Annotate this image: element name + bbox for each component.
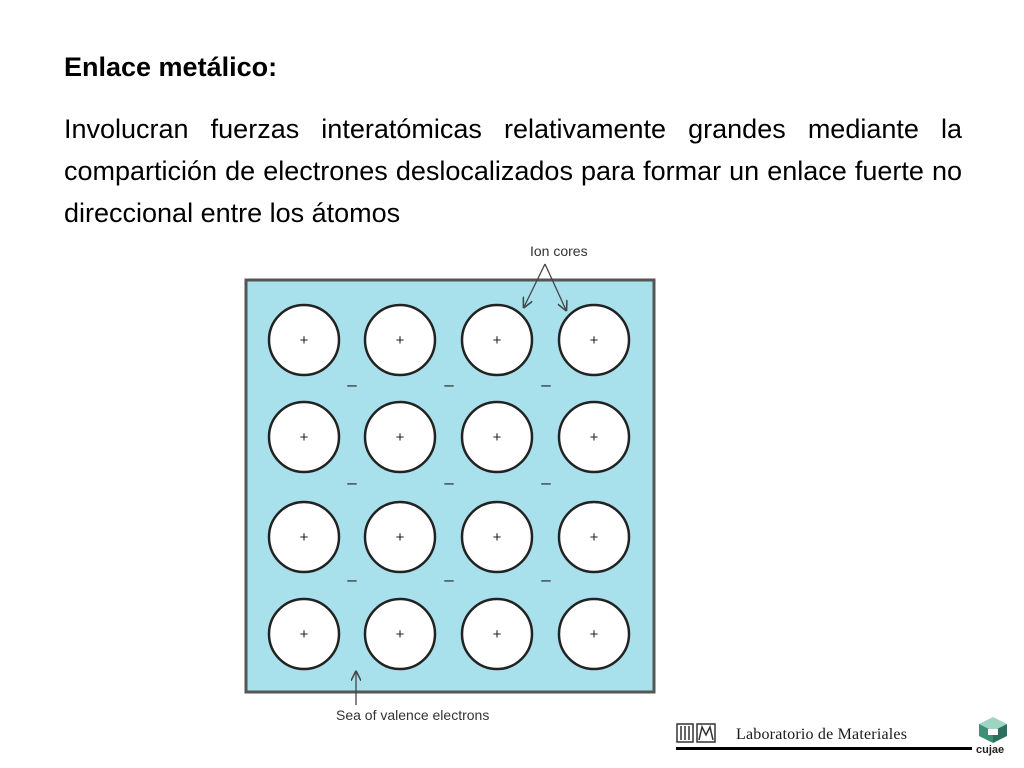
cujae-logo-icon	[976, 715, 1010, 745]
ion-charge-plus: +	[395, 626, 405, 643]
ion-core	[559, 402, 629, 472]
ion-charge-plus: +	[299, 529, 309, 546]
valence-electron: –	[347, 570, 357, 589]
ion-core	[462, 599, 532, 669]
valence-electron: –	[541, 473, 551, 492]
ion-core	[559, 305, 629, 375]
ion-charge-plus: +	[299, 332, 309, 349]
slide-title: Enlace metálico:	[64, 52, 278, 82]
ion-core	[559, 599, 629, 669]
ion-core	[365, 502, 435, 572]
ion-charge-plus: +	[492, 529, 502, 546]
cujae-label: cujae	[976, 744, 1005, 756]
lm-logo-icon	[676, 722, 716, 744]
valence-electrons-label: Sea of valence electrons	[336, 707, 490, 723]
ion-charge-plus: +	[395, 529, 405, 546]
ion-cores-label: Ion cores	[530, 243, 588, 259]
ion-charge-plus: +	[492, 429, 502, 446]
valence-electron: –	[444, 473, 454, 492]
ion-charge-plus: +	[395, 332, 405, 349]
ion-charge-plus: +	[589, 429, 599, 446]
valence-electron: –	[444, 375, 454, 394]
ion-core	[462, 305, 532, 375]
ion-core	[269, 402, 339, 472]
valence-electron: –	[347, 473, 357, 492]
ion-charge-plus: +	[589, 626, 599, 643]
lab-name: Laboratorio de Materiales	[736, 726, 908, 743]
ion-charge-plus: +	[589, 529, 599, 546]
ion-charge-plus: +	[492, 332, 502, 349]
ion-core	[365, 305, 435, 375]
ion-charge-plus: +	[492, 626, 502, 643]
ion-core	[462, 402, 532, 472]
ion-charge-plus: +	[299, 626, 309, 643]
ion-charge-plus: +	[589, 332, 599, 349]
ion-core	[462, 502, 532, 572]
ion-core	[365, 599, 435, 669]
valence-electron: –	[347, 375, 357, 394]
valence-electron: –	[541, 375, 551, 394]
ion-core	[269, 305, 339, 375]
ion-core	[365, 402, 435, 472]
footer-divider	[676, 747, 972, 750]
slide-body-text: Involucran fuerzas interatómicas relativamente grandes mediante la compartición de electrones deslocalizados para formar un enlace fuerte no direccional entre los átomos	[64, 114, 962, 228]
ion-charge-plus: +	[299, 429, 309, 446]
valence-electron: –	[444, 570, 454, 589]
ion-core	[559, 502, 629, 572]
ion-charge-plus: +	[395, 429, 405, 446]
valence-electron: –	[541, 570, 551, 589]
ion-core	[269, 502, 339, 572]
ion-core	[269, 599, 339, 669]
